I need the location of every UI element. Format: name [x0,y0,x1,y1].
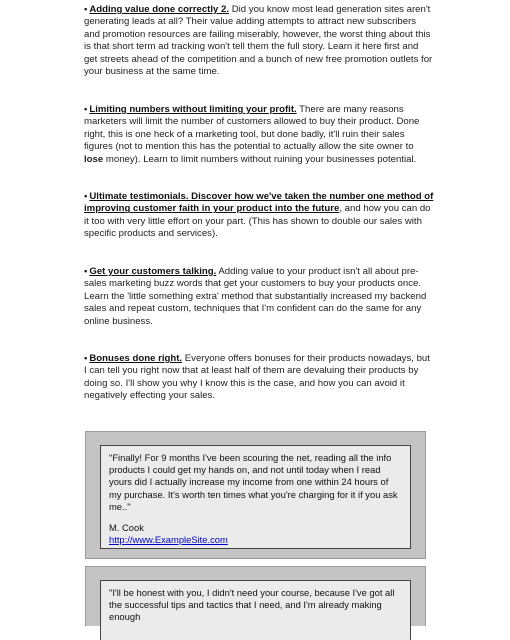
bullet-title: Adding value done correctly 2. [89,4,230,15]
bullet-dot: • [84,104,88,115]
bullet-body: There are many reasons marketers will limit the number of customers allowed to buy their product. Done right, this is one heck of a marketing tool, but done badly, it'll ruin their sales figures (not to mention this has the potential to actually allow the site owner to [84,104,420,153]
testimonial-author: M. Cook [109,522,144,534]
bullet-body-end: money). Learn to limit numbers without ruining your businesses potential. [103,153,417,165]
bullet-dot: • [84,266,88,277]
bullet-title: Bonuses done right. [89,353,183,364]
bullet-title: Ultimate testimonials. Discover how we've taken the number one method of improving customer faith in your product into the future [84,191,434,215]
testimonial-box [85,431,426,559]
testimonial-website-link[interactable]: http://www.ExampleSite.com [109,534,228,546]
bullet-title: Get your customers talking. [89,266,217,277]
feature-bullet-limiting-numbers [84,104,434,166]
feature-bullet-adding-value [84,4,434,78]
bullet-body: Adding value to your product isn't all about pre-sales marketing buzz words that get your customers to buy your products once. Learn the 'little something extra' method that substantially increased my backend sales and repeat custom, techniques that I'm confident can do the same for any online business. [84,266,427,327]
bullet-dot: • [84,191,88,202]
feature-bullet-bonuses [84,353,434,403]
testimonial-card [100,580,411,640]
testimonial-card [100,445,411,549]
bullet-dot: • [84,353,88,364]
feature-bullet-ultimate-testimonials [84,191,434,241]
testimonial-quote: "Finally! For 9 months I've been scouring the net, reading all the info products I could get my hands on, and not until today when I read yours did I actually increase my income from one within 24 hours of my purchase. It's worth ten times what you're charging for it if you ask me.." [109,452,398,512]
bullet-body: , and how you can do it too with very little effort on your part. (This has shown to double our sales with specific products and services). [84,203,431,240]
bullet-body: Everyone offers bonuses for their products nowadays, but I can tell you right now that at least half of them are devaluing their products by doing so. I'll show you why I know this is the case, and how you can avoid it negatively effecting your sales. [84,353,430,402]
feature-bullet-customers-talking [84,266,434,328]
bullet-title: Limiting numbers without limiting your profit. [89,104,297,115]
bullet-dot: • [84,4,88,15]
testimonial-quote: "I'll be honest with you, I didn't need your course, because I've got all the successful tips and tactics that I need, and I'm already making enough [109,587,395,623]
testimonial-box [85,566,426,626]
bullet-emphasis: lose [84,153,104,165]
bullet-body: Did you know most lead generation sites aren't generating leads at all? Their value adding attempts to attract new subscribers and promotion resources are failing miserably, however, the worst thing about this is that short term ad tracking won't tell them the full story. Learn it here first and get streets ahead of the competition and a bunch of new free promotion outlets for your business at the same time. [84,4,433,78]
